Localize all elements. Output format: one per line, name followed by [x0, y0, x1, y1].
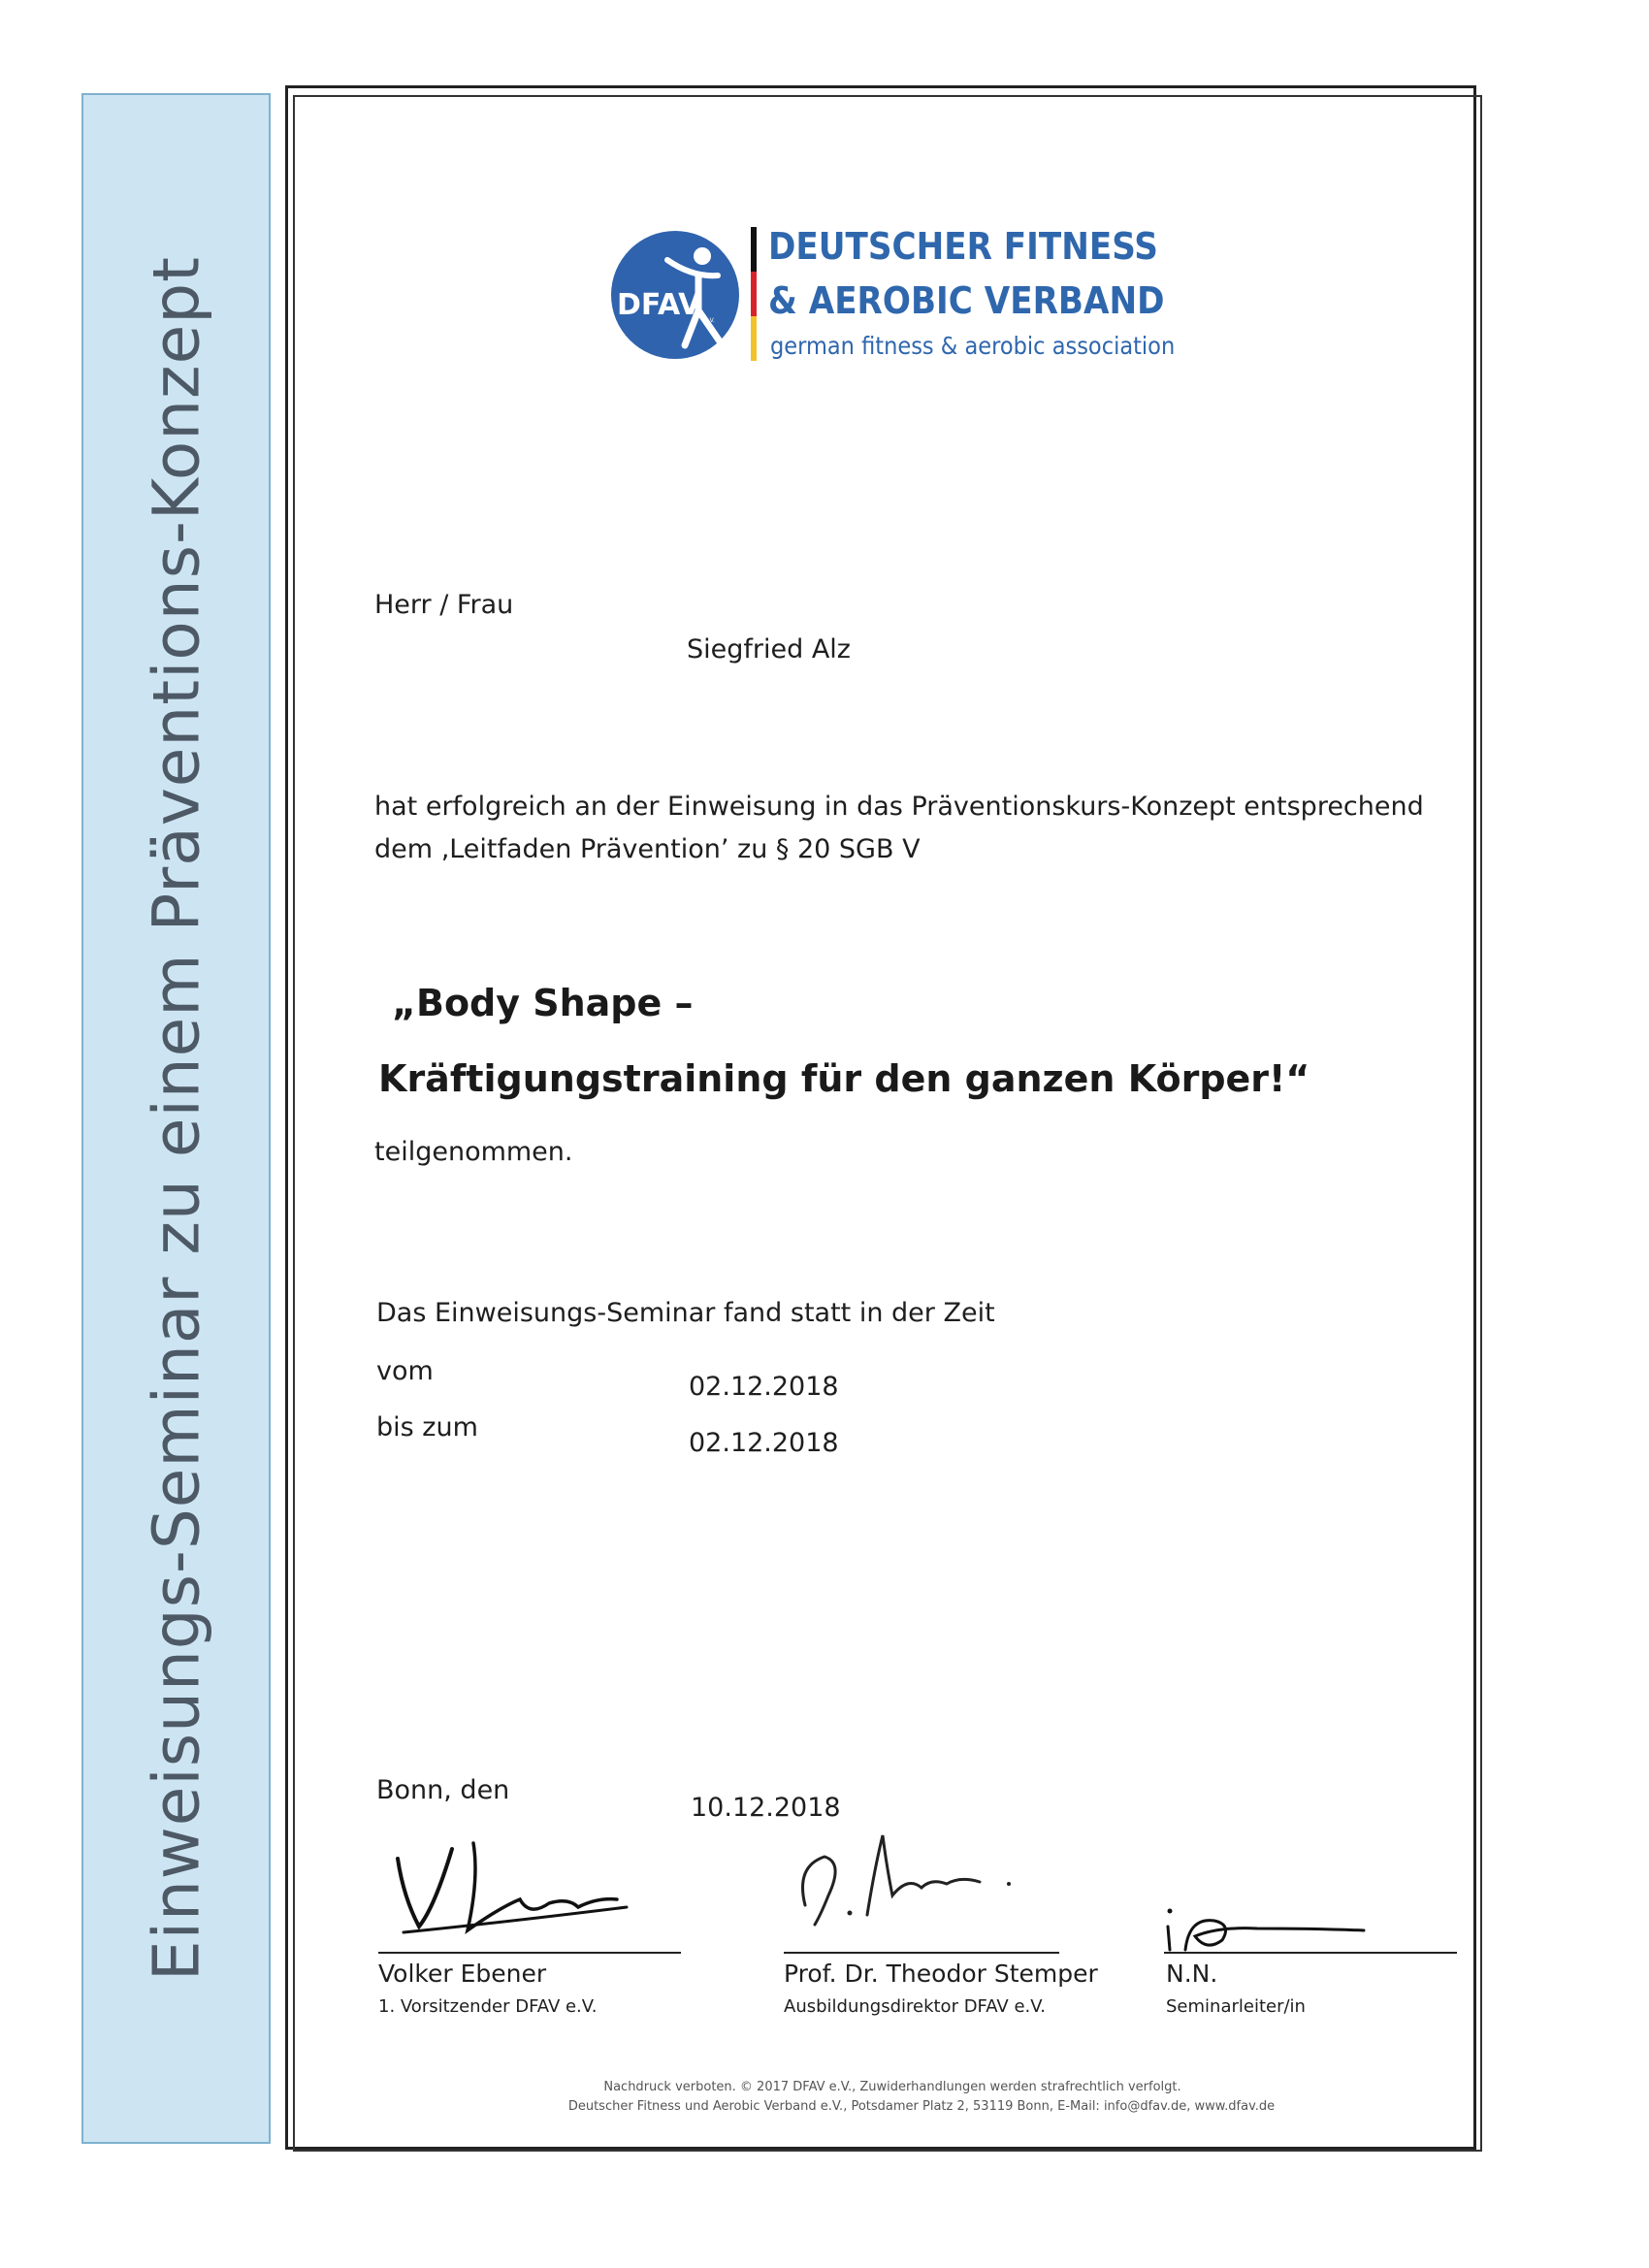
svg-text:e.V.: e.V.	[704, 317, 715, 324]
to-label: bis zum	[376, 1412, 478, 1442]
course-title-line-1: „Body Shape –	[392, 982, 694, 1024]
signature-name-2: Prof. Dr. Theodor Stemper	[784, 1960, 1098, 1988]
sidebar-banner	[81, 93, 271, 2144]
signature-name-3: N.N.	[1166, 1960, 1218, 1988]
course-title-line-2: Kräftigungstraining für den ganzen Körper!“	[378, 1057, 1310, 1100]
participated-text: teilgenommen.	[374, 1137, 573, 1167]
logo-tagline: german fitness & aerobic association	[770, 332, 1176, 360]
footer-address: Deutscher Fitness und Aerobic Verband e.V., Potsdamer Platz 2, 53119 Bonn, E-Mail: info@dfav.de, www.dfav.de	[567, 2099, 1276, 2114]
signature-line-1	[378, 1952, 681, 1954]
place-label: Bonn, den	[376, 1775, 510, 1805]
flag-bar	[751, 227, 757, 361]
signature-role-3: Seminarleiter/in	[1166, 1996, 1306, 2017]
signature-line-3	[1164, 1952, 1457, 1954]
signature-3-mark	[1160, 1897, 1383, 1965]
logo-line-1: DEUTSCHER FITNESS	[768, 225, 1158, 268]
signature-role-2: Ausbildungsdirektor DFAV e.V.	[784, 1996, 1046, 2017]
logo-line-2: & AEROBIC VERBAND	[768, 279, 1165, 322]
footer-copyright: Nachdruck verboten. © 2017 DFAV e.V., Zuwiderhandlungen werden strafrechtlich verfolgt.	[603, 2080, 1181, 2094]
dfav-logo	[609, 221, 1176, 367]
from-date: 02.12.2018	[689, 1372, 839, 1402]
svg-text:DFAV: DFAV	[617, 288, 701, 322]
from-label: vom	[376, 1356, 434, 1386]
signature-line-2	[784, 1952, 1059, 1954]
intro-line-1: hat erfolgreich an der Einweisung in das Präventionskurs-Konzept entsprechend	[374, 792, 1424, 822]
salutation: Herr / Frau	[374, 590, 514, 620]
sidebar-title: Einweisungs-Seminar zu einem Präventions-Konzept	[139, 255, 213, 1982]
intro-line-2: dem ‚Leitfaden Prävention’ zu § 20 SGB V	[374, 834, 921, 864]
signature-2-mark	[786, 1828, 1038, 1934]
issue-date: 10.12.2018	[691, 1793, 841, 1823]
signature-name-1: Volker Ebener	[378, 1960, 547, 1988]
signature-role-1: 1. Vorsitzender DFAV e.V.	[378, 1996, 598, 2017]
period-intro: Das Einweisungs-Seminar fand statt in der Zeit	[376, 1298, 995, 1328]
signature-1-mark	[384, 1839, 636, 1946]
recipient-name: Siegfried Alz	[687, 634, 851, 664]
to-date: 02.12.2018	[689, 1428, 839, 1458]
dfav-logo-emblem	[609, 221, 745, 362]
